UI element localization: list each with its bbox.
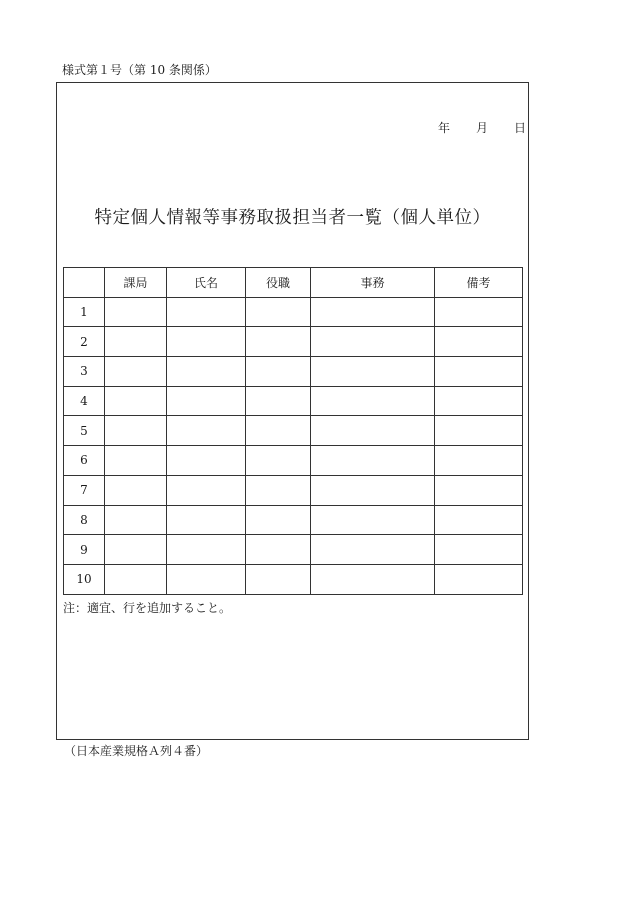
cell-name[interactable]: [167, 446, 246, 476]
table-row: [64, 416, 523, 446]
cell-name[interactable]: [167, 475, 246, 505]
paper-size-label: （日本産業規格Ａ列４番）: [64, 744, 209, 758]
row-number: 5: [64, 416, 105, 446]
header-cell-duties: 事務: [311, 268, 435, 298]
cell-duties[interactable]: [311, 357, 435, 387]
cell-remarks[interactable]: [435, 446, 523, 476]
table-row: [64, 475, 523, 505]
cell-position[interactable]: [246, 416, 311, 446]
header-cell-department: 課局: [105, 268, 167, 298]
table-row: [64, 505, 523, 535]
row-number: 10: [64, 564, 105, 594]
cell-duties[interactable]: [311, 416, 435, 446]
cell-remarks[interactable]: [435, 386, 523, 416]
row-number: 4: [64, 386, 105, 416]
cell-department[interactable]: [105, 535, 167, 565]
header-cell-remarks: 備考: [435, 268, 523, 298]
cell-remarks[interactable]: [435, 416, 523, 446]
cell-name[interactable]: [167, 297, 246, 327]
cell-department[interactable]: [105, 505, 167, 535]
cell-department[interactable]: [105, 327, 167, 357]
cell-duties[interactable]: [311, 446, 435, 476]
cell-position[interactable]: [246, 475, 311, 505]
cell-position[interactable]: [246, 446, 311, 476]
cell-duties[interactable]: [311, 475, 435, 505]
table-row: [64, 357, 523, 387]
cell-name[interactable]: [167, 564, 246, 594]
table-row: [64, 535, 523, 565]
table-header-row: [64, 268, 523, 298]
date-year-label: 年: [438, 121, 451, 135]
cell-position[interactable]: [246, 535, 311, 565]
cell-position[interactable]: [246, 357, 311, 387]
cell-duties[interactable]: [311, 297, 435, 327]
cell-remarks[interactable]: [435, 535, 523, 565]
table-row: [64, 564, 523, 594]
cell-department[interactable]: [105, 357, 167, 387]
cell-duties[interactable]: [311, 327, 435, 357]
cell-name[interactable]: [167, 327, 246, 357]
date-line: [438, 120, 526, 136]
table-note: 注：適宜、行を追加すること。: [63, 601, 232, 615]
cell-remarks[interactable]: [435, 357, 523, 387]
cell-position[interactable]: [246, 386, 311, 416]
cell-name[interactable]: [167, 535, 246, 565]
table-row: [64, 297, 523, 327]
cell-department[interactable]: [105, 386, 167, 416]
cell-remarks[interactable]: [435, 297, 523, 327]
row-number: 3: [64, 357, 105, 387]
cell-department[interactable]: [105, 475, 167, 505]
row-number: 2: [64, 327, 105, 357]
header-cell-name: 氏名: [167, 268, 246, 298]
row-number: 7: [64, 475, 105, 505]
header-cell-position: 役職: [246, 268, 311, 298]
cell-remarks[interactable]: [435, 327, 523, 357]
cell-duties[interactable]: [311, 564, 435, 594]
cell-department[interactable]: [105, 416, 167, 446]
staff-roster-table: [63, 267, 523, 595]
cell-remarks[interactable]: [435, 564, 523, 594]
row-number: 8: [64, 505, 105, 535]
date-month-label: 月: [476, 121, 489, 135]
row-number: 1: [64, 297, 105, 327]
cell-position[interactable]: [246, 327, 311, 357]
row-number: 6: [64, 446, 105, 476]
cell-name[interactable]: [167, 505, 246, 535]
cell-duties[interactable]: [311, 505, 435, 535]
cell-position[interactable]: [246, 564, 311, 594]
cell-department[interactable]: [105, 446, 167, 476]
cell-duties[interactable]: [311, 386, 435, 416]
cell-department[interactable]: [105, 564, 167, 594]
date-day-label: 日: [514, 121, 527, 135]
header-cell-number: [64, 268, 105, 298]
cell-remarks[interactable]: [435, 505, 523, 535]
row-number: 9: [64, 535, 105, 565]
cell-department[interactable]: [105, 297, 167, 327]
cell-name[interactable]: [167, 357, 246, 387]
cell-duties[interactable]: [311, 535, 435, 565]
document-title: 特定個人情報等事務取扱担当者一覧（個人単位）: [94, 208, 491, 228]
table-row: [64, 446, 523, 476]
cell-name[interactable]: [167, 416, 246, 446]
cell-remarks[interactable]: [435, 475, 523, 505]
cell-position[interactable]: [246, 505, 311, 535]
form-label: 様式第１号（第 10 条関係）: [62, 63, 217, 77]
table-row: [64, 386, 523, 416]
cell-position[interactable]: [246, 297, 311, 327]
cell-name[interactable]: [167, 386, 246, 416]
table-row: [64, 327, 523, 357]
